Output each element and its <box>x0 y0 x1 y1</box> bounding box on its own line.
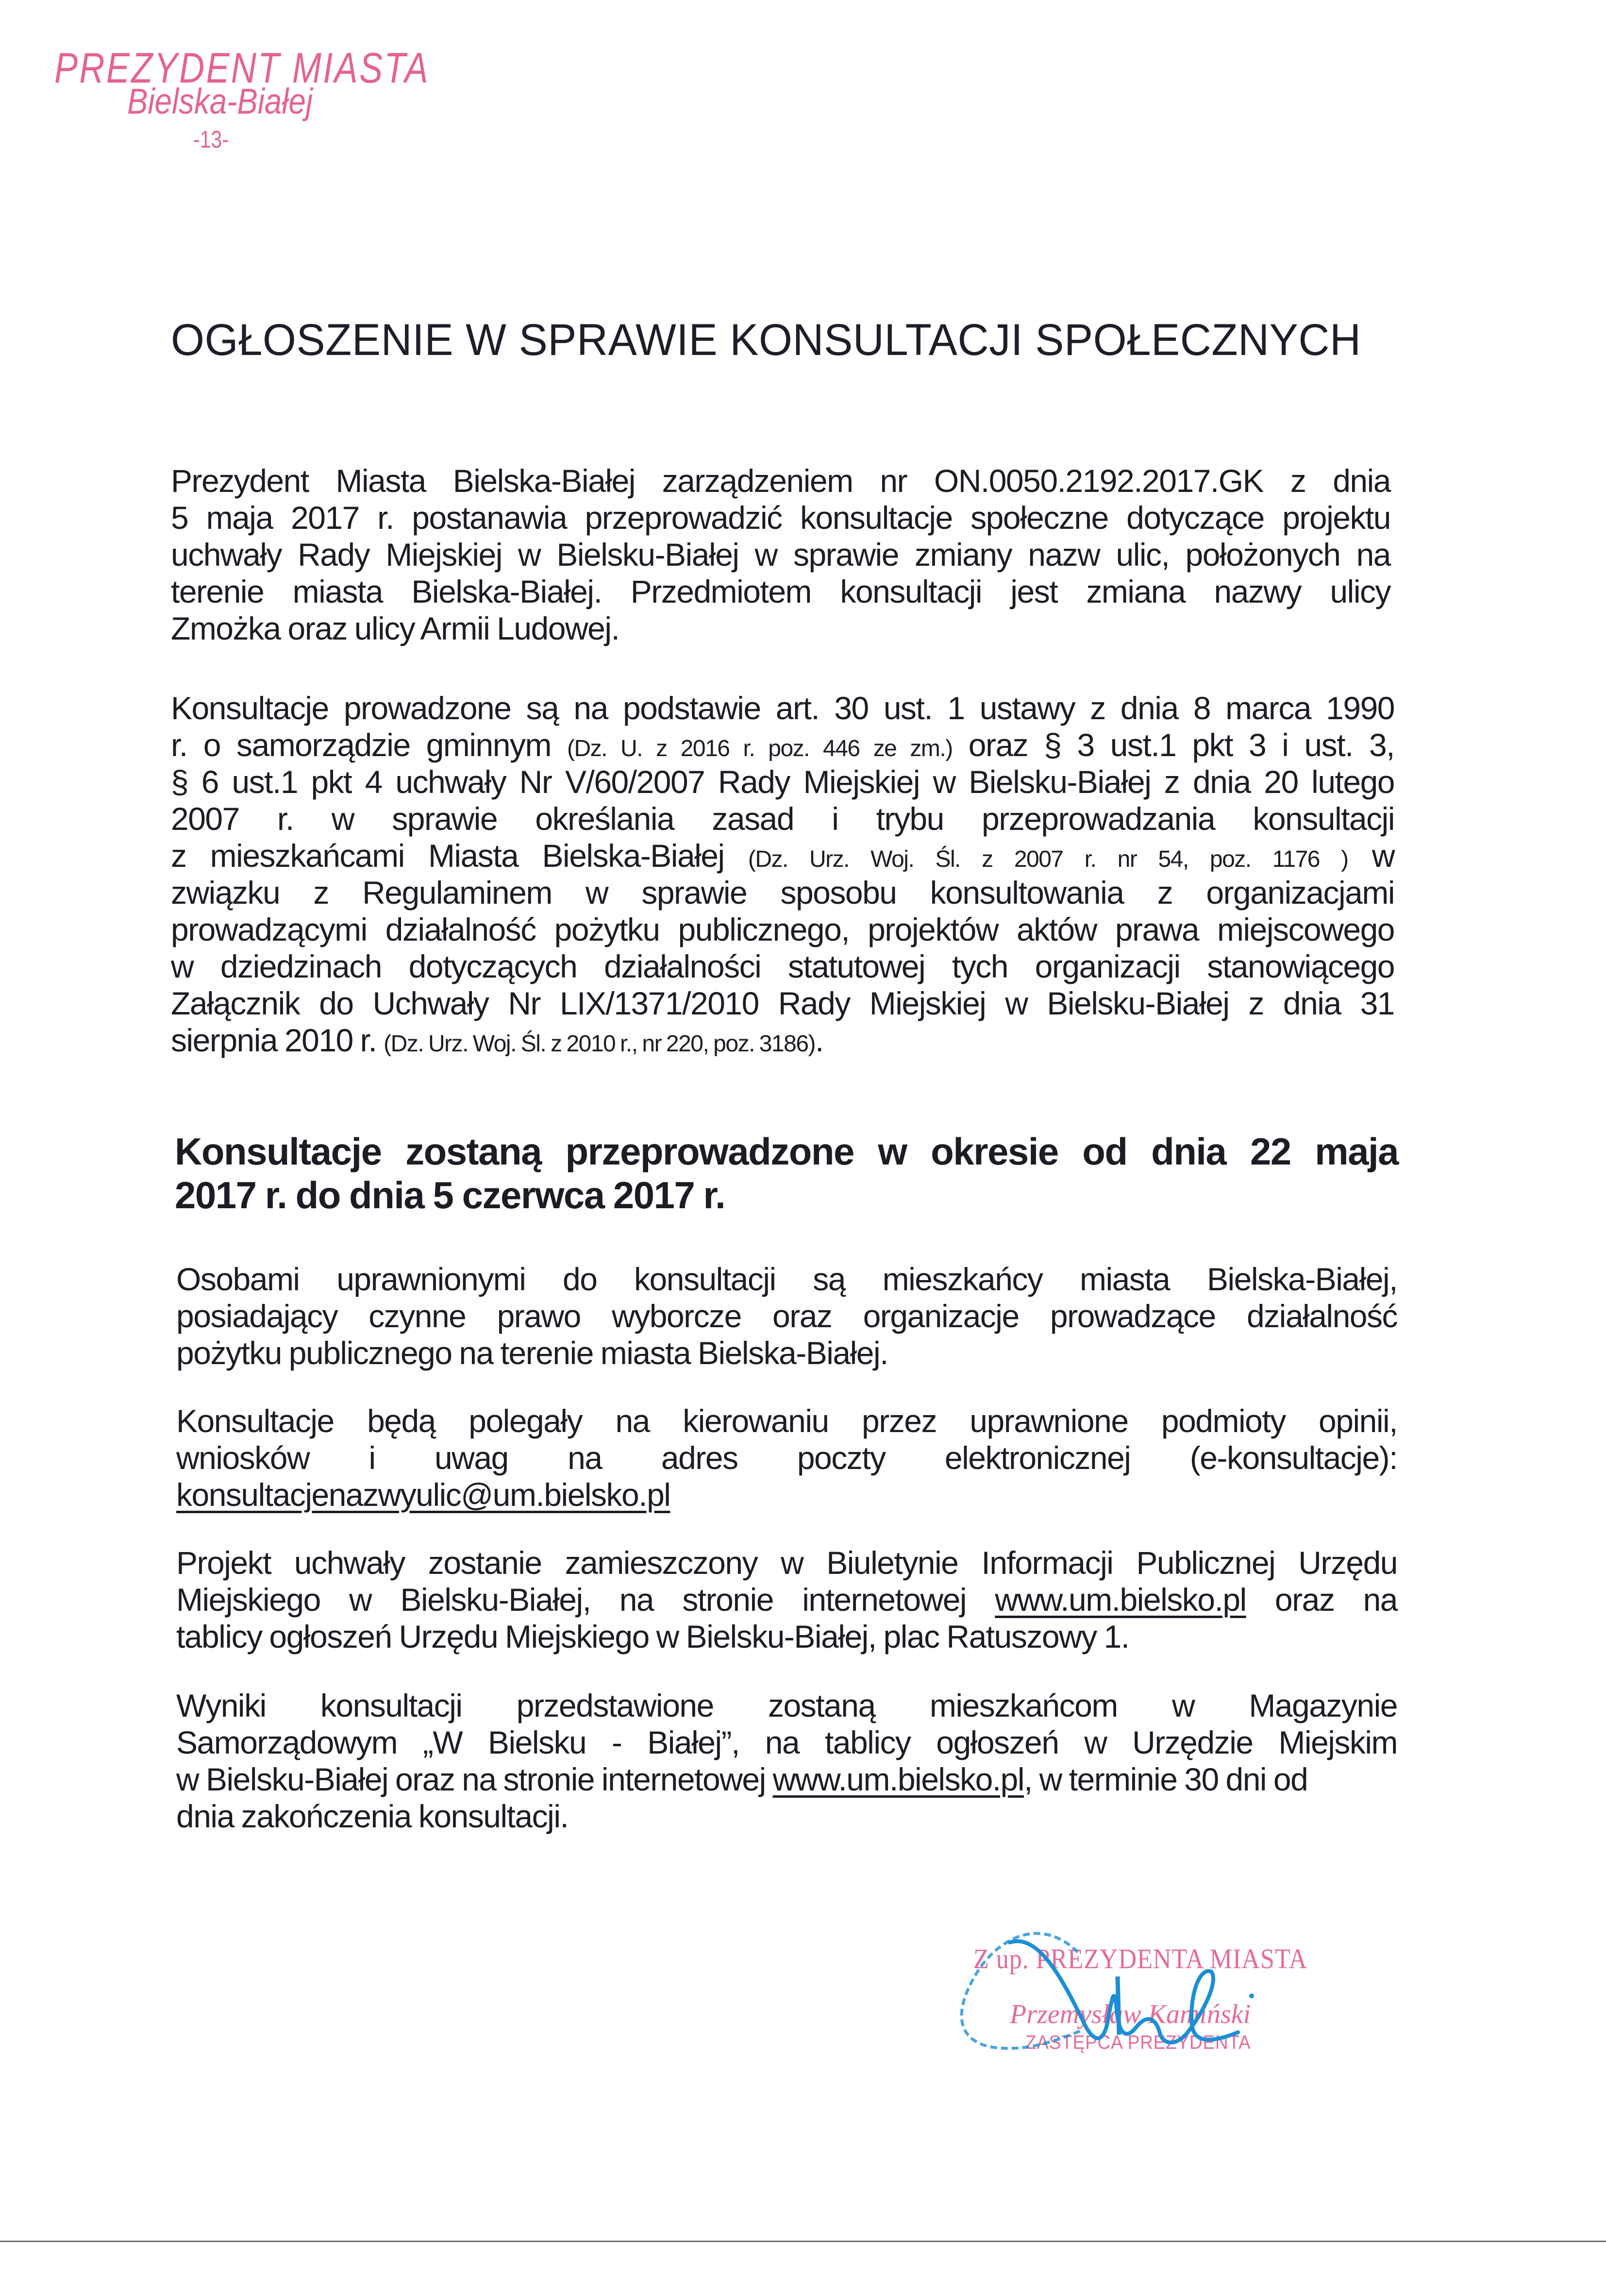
text-line: Projekt uchwały zostanie zamieszczony w Biuletynie Informacji Publicznej Urzędu <box>176 1545 1397 1581</box>
text-line: Konsultacje zostaną przeprowadzone w okresie od dnia 22 maja <box>175 1130 1398 1173</box>
stamp-city-name: Bielska-Białej <box>127 81 313 121</box>
text-line: związku z Regulaminem w sprawie sposobu konsultowania z organizacjami <box>171 875 1394 911</box>
text-line: Wyniki konsultacji przedstawione zostaną mieszkańcom w Magazynie <box>176 1688 1397 1723</box>
text-line <box>176 1761 1397 1798</box>
text-line <box>176 1581 1397 1618</box>
signature-stroke <box>962 1933 1083 2048</box>
text-line: pożytku publicznego na terenie miasta Bielska-Białej. <box>176 1335 888 1371</box>
text-segment: . <box>815 1022 823 1058</box>
email-link[interactable]: konsultacjenazwyulic@um.bielsko.pl <box>176 1477 670 1513</box>
text-line: Zmożka oraz ulicy Armii Ludowej. <box>171 610 619 646</box>
paragraph-decision <box>171 462 1390 647</box>
paragraph-legal-basis <box>171 690 1394 1059</box>
text-line: 5 maja 2017 r. postanawia przeprowadzić konsultacje społeczne dotyczące projektu <box>171 500 1390 536</box>
text-segment: w <box>1348 838 1394 874</box>
paragraph-results <box>176 1687 1397 1835</box>
stamp-president-title: PREZYDENT MIASTA <box>54 44 430 92</box>
text-segment: Miejskiego w Bielsku-Białej, na stronie internetowej <box>176 1582 995 1618</box>
text-segment: oraz na <box>1246 1582 1397 1618</box>
text-line: 2017 r. do dnia 5 czerwca 2017 r. <box>175 1174 725 1216</box>
text-line <box>171 1022 1394 1059</box>
text-line: terenie miasta Bielska-Białej. Przedmiotem konsultacji jest zmiana nazwy ulicy <box>171 574 1390 609</box>
text-line: Konsultacje prowadzone są na podstawie art. 30 ust. 1 ustawy z dnia 8 marca 1990 <box>171 690 1394 726</box>
signature-stroke <box>1118 1976 1119 2035</box>
text-segment: sierpnia 2010 r. <box>171 1022 384 1058</box>
stamp-number: -13- <box>193 126 229 153</box>
text-line: Osobami uprawnionymi do konsultacji są mieszkańcy miasta Bielska-Białej, <box>176 1261 1397 1297</box>
signature-stroke <box>1010 1941 1238 2043</box>
text-line: Załącznik do Uchwały Nr LIX/1371/2010 Rady Miejskiej w Bielsku-Białej z dnia 31 <box>171 985 1394 1021</box>
text-line <box>176 1476 1397 1513</box>
document-title: OGŁOSZENIE W SPRAWIE KONSULTACJI SPOŁECZNYCH <box>171 315 1361 365</box>
text-line: w dziedzinach dotyczących działalności statutowej tych organizacji stanowiącego <box>171 948 1394 984</box>
text-line: uchwały Rady Miejskiej w Bielsku-Białej w sprawie zmiany nazw ulic, położonych na <box>171 537 1390 573</box>
text-line <box>171 726 1394 763</box>
text-line: Samorządowym „W Bielsku - Białej”, na tablicy ogłoszeń w Urzędzie Miejskim <box>176 1724 1397 1760</box>
legal-citation: (Dz. Urz. Woj. Śl. z 2010 r., nr 220, poz. 3186) <box>384 1031 815 1057</box>
paragraph-eligible-persons <box>176 1261 1397 1371</box>
paragraph-publication <box>176 1544 1397 1655</box>
website-link[interactable]: www.um.bielsko.pl <box>995 1582 1246 1618</box>
signature-stamp-name: Przemysław Kamiński <box>1010 1999 1251 2029</box>
paragraph-consultation-method <box>176 1402 1397 1513</box>
legal-citation: (Dz. U. z 2016 r. poz. 446 ze zm.) <box>567 736 953 761</box>
page-bottom-edge <box>0 2241 1606 2242</box>
text-segment: r. o samorządzie gminnym <box>171 727 568 763</box>
website-link[interactable]: www.um.bielsko.pl <box>772 1761 1024 1797</box>
text-segment: w Bielsku-Białej oraz na stronie internetowej <box>176 1761 773 1797</box>
text-line <box>171 837 1394 874</box>
text-segment: oraz § 3 ust.1 pkt 3 i ust. 3, <box>952 727 1394 763</box>
text-line: 2007 r. w sprawie określania zasad i trybu przeprowadzania konsultacji <box>171 801 1394 837</box>
signature-dot <box>1249 1993 1254 1998</box>
text-line: prowadzącymi działalność pożytku publicznego, projektów aktów prawa miejscowego <box>171 912 1394 947</box>
text-line: § 6 ust.1 pkt 4 uchwały Nr V/60/2007 Rady Miejskiej w Bielsku-Białej z dnia 20 lutego <box>171 764 1394 800</box>
text-line: Konsultacje będą polegały na kierowaniu przez uprawnione podmioty opinii, <box>176 1403 1397 1439</box>
text-line: Prezydent Miasta Bielska-Białej zarządzeniem nr ON.0050.2192.2017.GK z dnia <box>171 463 1390 499</box>
paragraph-consultation-period <box>175 1130 1398 1217</box>
signature-stamp-authorization: Z up. PREZYDENTA MIASTA <box>973 1943 1308 1975</box>
text-line: wniosków i uwag na adres poczty elektronicznej (e-konsultacje): <box>176 1440 1397 1476</box>
signature-stamp-role: ZASTĘPCA PREZYDENTA <box>1025 2032 1251 2053</box>
text-line: dnia zakończenia konsultacji. <box>176 1798 569 1834</box>
text-line: posiadający czynne prawo wyborcze oraz organizacje prowadzące działalność <box>176 1298 1397 1334</box>
text-segment: , w terminie 30 dni od <box>1023 1761 1308 1797</box>
text-line: tablicy ogłoszeń Urzędu Miejskiego w Bielsku-Białej, plac Ratuszowy 1. <box>176 1619 1129 1654</box>
text-segment: z mieszkańcami Miasta Bielska-Białej <box>171 838 748 874</box>
handwritten-signature <box>937 1913 1335 2059</box>
legal-citation: (Dz. Urz. Woj. Śl. z 2007 r. nr 54, poz. 1176 ) <box>748 846 1348 872</box>
